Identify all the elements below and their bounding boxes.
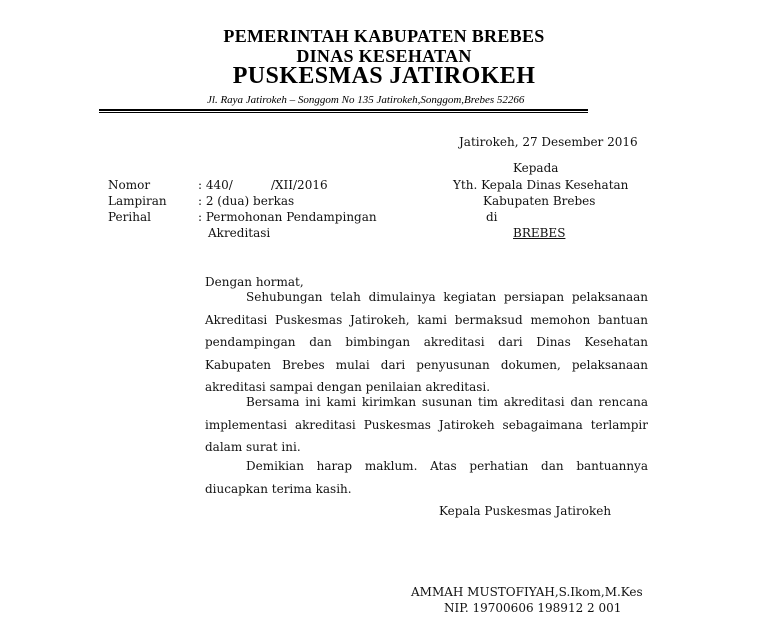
perihal-value-line2: Akreditasi xyxy=(208,226,271,240)
recipient-line1: Yth. Kepala Dinas Kesehatan xyxy=(453,178,629,192)
recipient-di: di xyxy=(486,210,498,224)
recipient-city: BREBES xyxy=(513,226,566,240)
recipient-kepada: Kepada xyxy=(513,161,559,175)
lampiran-value: : 2 (dua) berkas xyxy=(198,194,295,208)
letterhead-institution: PUSKESMAS JATIROKEH xyxy=(232,63,536,89)
lampiran-label: Lampiran xyxy=(108,194,167,208)
nomor-value: : 440/ /XII/2016 xyxy=(198,178,328,192)
header-divider-thin xyxy=(99,112,588,113)
nomor-label: Nomor xyxy=(108,178,151,192)
letterhead-department: DINAS KESEHATAN xyxy=(296,46,472,66)
place-date: Jatirokeh, 27 Desember 2016 xyxy=(459,135,638,149)
paragraph-1: Sehubungan telah dimulainya kegiatan persiapan pelaksanaan Akreditasi Puskesmas Jatirokeh, kami bermaksud memohon bantuan pendampingan dan bimbingan akreditasi dari Dinas Kesehatan Kabupaten Brebes mulai dari penyusunan dokumen, pelaksanaan akreditasi sampai dengan penilaian akreditasi. xyxy=(205,290,648,394)
greeting: Dengan hormat, xyxy=(205,275,304,289)
recipient-line2: Kabupaten Brebes xyxy=(483,194,596,208)
paragraph-3: Demikian harap maklum. Atas perhatian dan bantuannya diucapkan terima kasih. xyxy=(205,459,648,496)
perihal-value: : Permohonan Pendampingan xyxy=(198,210,377,224)
signatory-nip: NIP. 19700606 198912 2 001 xyxy=(444,601,622,615)
letterhead-government: PEMERINTAH KABUPATEN BREBES xyxy=(223,26,545,46)
header-divider-thick xyxy=(99,109,588,111)
signature-title: Kepala Puskesmas Jatirokeh xyxy=(439,504,612,518)
signatory-name: AMMAH MUSTOFIYAH,S.Ikom,M.Kes xyxy=(411,585,643,599)
letterhead-address: Jl. Raya Jatirokeh – Songgom No 135 Jatirokeh,Songgom,Brebes 52266 xyxy=(207,94,525,106)
paragraph-2: Bersama ini kami kirimkan susunan tim akreditasi dan rencana implementasi akreditasi Puskesmas Jatirokeh sebagaimana terlampir dalam surat ini. xyxy=(205,395,648,454)
perihal-label: Perihal xyxy=(108,210,151,224)
